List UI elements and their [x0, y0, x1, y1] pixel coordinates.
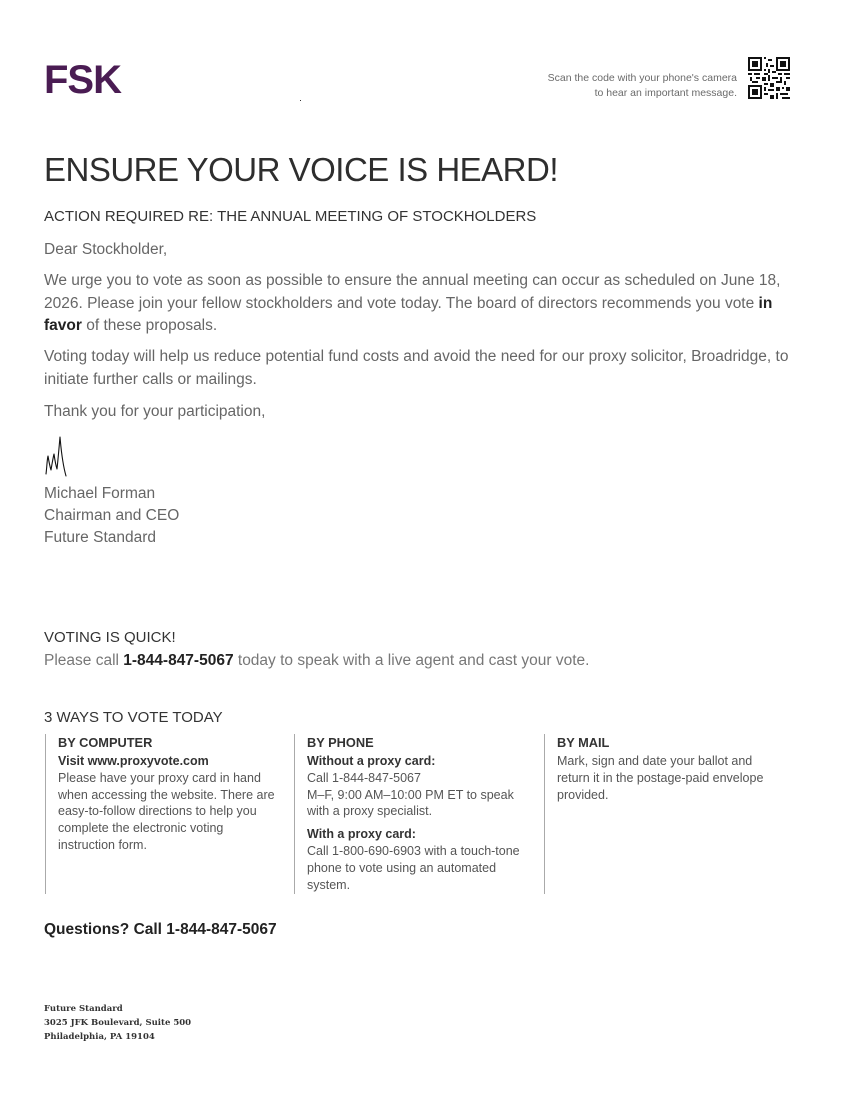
qr-caption [477, 71, 737, 101]
voting-quick-after: today to speak with a live agent and cast your vote. [233, 652, 590, 669]
by-phone-heading: BY PHONE [307, 735, 374, 750]
voting-quick-heading: VOTING IS QUICK! [44, 629, 176, 646]
signer-title: Chairman and CEO [44, 507, 180, 524]
without-proxy-card-phone: Call 1-844-847-5067 [307, 770, 421, 785]
emphasis-in-favor: in favor [44, 294, 773, 334]
fsk-logo: FSK [44, 58, 121, 102]
footer-street: 3025 JFK Boulevard, Suite 500 [44, 1018, 192, 1028]
by-mail-text: Mark, sign and date your ballot and return it in the postage-paid envelope provided. [557, 754, 764, 802]
without-proxy-card-label: Without a proxy card: [307, 754, 436, 768]
qr-caption-line2: to hear an important message. [594, 87, 737, 99]
page-subtitle: ACTION REQUIRED RE: THE ANNUAL MEETING OF STOCKHOLDERS [44, 208, 537, 225]
by-phone-column [294, 734, 532, 894]
ways-to-vote-heading: 3 WAYS TO VOTE TODAY [44, 709, 223, 726]
footer-org: Future Standard [44, 1004, 123, 1014]
qr-code-icon [748, 57, 790, 99]
paragraph-text: We urge you to vote as soon as possible to ensure the annual meeting can occur as scheduled on June 18, 2026. Please join your fellow stockholders and vote today. The board of directors recommends you vote [44, 272, 781, 312]
paragraph-text-end: of these proposals. [81, 317, 218, 334]
by-computer-heading: BY COMPUTER [58, 735, 153, 750]
by-mail-heading: BY MAIL [557, 735, 610, 750]
by-computer-column [45, 734, 283, 894]
proxyvote-link: Visit www.proxyvote.com [58, 754, 209, 768]
by-computer-text: Please have your proxy card in hand when accessing the website. There are easy-to-follow directions to help you complete the electronic voting instruction form. [58, 770, 275, 852]
stray-dot [300, 100, 301, 101]
with-proxy-card-label: With a proxy card: [307, 827, 416, 842]
voting-quick-phone: 1-844-847-5067 [123, 652, 234, 669]
questions-callout: Questions? Call 1-844-847-5067 [44, 921, 277, 938]
signer-name: Michael Forman [44, 485, 156, 502]
qr-caption-line1: Scan the code with your phone's camera [547, 72, 737, 84]
without-proxy-card-hours: M–F, 9:00 AM–10:00 PM ET to speak with a proxy specialist. [307, 787, 514, 819]
signature-image [44, 434, 70, 478]
by-mail-column [544, 734, 782, 894]
voting-quick-text [44, 651, 589, 671]
paragraph-fund-costs: Voting today will help us reduce potential fund costs and avoid the need for our proxy solicitor, Broadridge, to initiate further calls or mailings. [44, 348, 789, 388]
signer-organization: Future Standard [44, 529, 157, 546]
footer-city: Philadelphia, PA 19104 [44, 1032, 155, 1042]
voting-quick-before: Please call [44, 652, 124, 669]
page-title: ENSURE YOUR VOICE IS HEARD! [44, 151, 559, 188]
signer-block [44, 483, 179, 549]
with-proxy-card-text: Call 1-800-690-6903 with a touch-tone phone to vote using an automated system. [307, 843, 520, 892]
salutation: Dear Stockholder, [44, 241, 168, 258]
footer-address [44, 1002, 191, 1044]
closing-line: Thank you for your participation, [44, 403, 266, 420]
paragraph-urge-vote [44, 270, 804, 338]
